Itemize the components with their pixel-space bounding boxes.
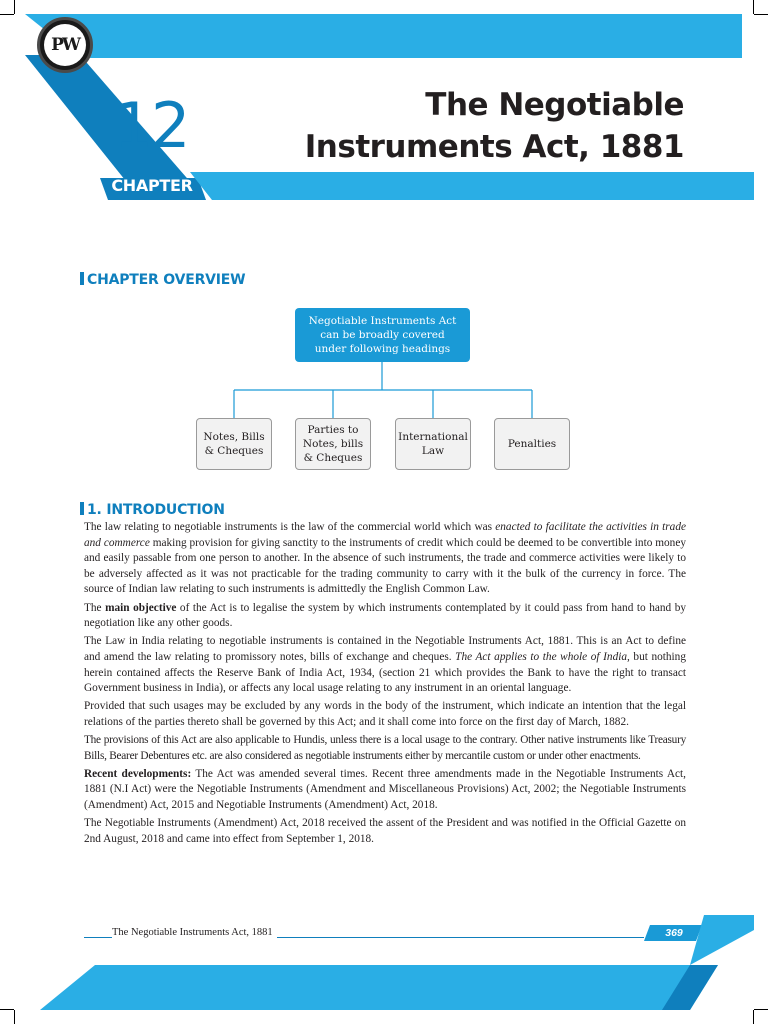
overview-child-penalties: Penalties <box>494 418 570 470</box>
chapter-title-line-1: The Negotiable <box>425 87 684 123</box>
paragraph: Provided that such usages may be excluded by any words in the body of the instrument, which indicate an intention that the legal relations of the parties thereto shall be governed by this Act; and it shall come into force on the first day of March, 1882. <box>84 700 686 728</box>
overview-child-parties: Parties to Notes, bills & Cheques <box>295 418 371 470</box>
paragraph: The main objective of the Act is to legalise the system by which instruments contemplated by it could pass from hand to hand by negotiation like any other goods. <box>84 601 686 630</box>
page-number: 369 <box>665 927 683 939</box>
overview-root-box: Negotiable Instruments Act can be broadly covered under following headings <box>295 308 470 362</box>
overview-child-notes-bills-cheques: Notes, Bills & Cheques <box>196 418 272 470</box>
footer-running-title: The Negotiable Instruments Act, 1881 <box>112 927 277 938</box>
chapter-overview-heading-text: CHAPTER OVERVIEW <box>87 272 246 288</box>
paragraph: The provisions of this Act are also applicable to Hundis, unless there is a local usage to the contrary. Other native instruments like Treasury Bills, Bearer Debentures etc. are also considered as negotiable instruments either by mercantile custom or under other enactments. <box>84 734 686 762</box>
paragraph: The Law in India relating to negotiable instruments is contained in the Negotiable Instruments Act, 1881. This is an Act to define and amend the law relating to promissory notes, bills of exchange and cheques. The Act applies to the whole of India, but nothing herein contained affects the Reserve Bank of India Act, 1934, (section 21 which provides the Bank to have the right to transact Government business in India), or affects any local usage relating to any instrument in an oriental language. <box>84 635 686 695</box>
paragraph: The law relating to negotiable instruments is the law of the commercial world which was enacted to facilitate the activities in trade and commerce making provision for giving sanctity to the instruments of credit which could be deemed to be convertible into money and easily passable from one person to another. In the absence of such instruments, the trade and commerce activities were likely to be adversely affected as it was not practicable for the trading community to carry with it the bulk of the currency in force. The source of Indian law relating to such instruments is admittedly the English Common Law. <box>84 521 686 596</box>
chapter-label: CHAPTER <box>111 176 193 195</box>
paragraph: Recent developments: The Act was amended several times. Recent three amendments made in the Negotiable Instruments Act, 1881 (N.I Act) were the Negotiable Instruments (Amendment and Miscellaneous Provisions) Act, 2002; the Negotiable Instruments (Amendment) Act, 2015 and Negotiable Instruments (Amendment) Act, 2018. <box>84 767 686 812</box>
introduction-heading-text: 1. INTRODUCTION <box>87 502 225 518</box>
overview-child-international-law: International Law <box>395 418 471 470</box>
logo-mark: PW <box>44 24 86 66</box>
chapter-title-line-2: Instruments Act, 1881 <box>304 129 684 165</box>
paragraph: The Negotiable Instruments (Amendment) Act, 2018 received the assent of the President and was notified in the Official Gazette on 2nd August, 2018 and came into effect from September 1, 2018. <box>84 817 686 845</box>
chapter-number: 12 <box>113 89 189 162</box>
